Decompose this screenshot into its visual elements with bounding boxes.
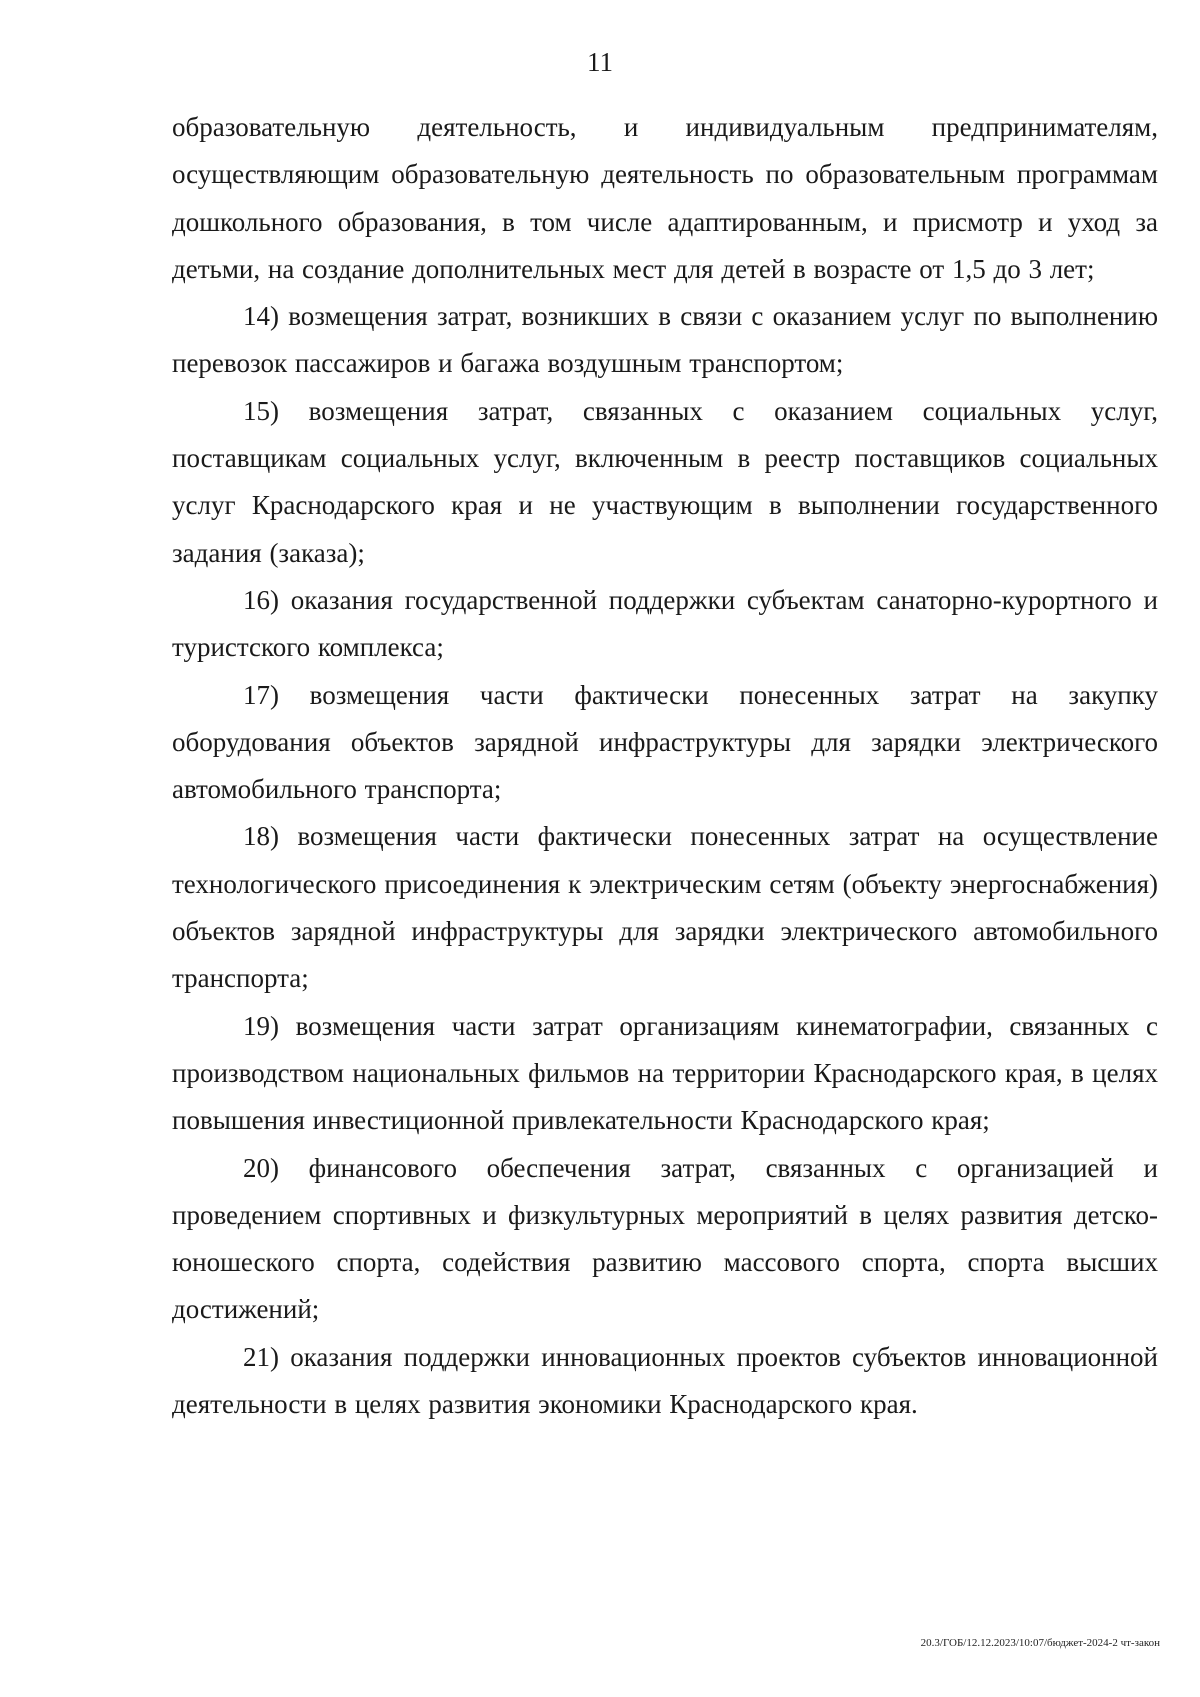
paragraph-continuation: образовательную деятельность, и индивидуальным предпринимателям, осуществляющим образовательную деятельность по образовательным программам дошкольного образования, в том числе адаптированным, и присмотр и уход за детьми, на создание дополнительных мест для детей в возрасте от 1,5 до 3 лет; xyxy=(172,112,1158,284)
page-number: 11 xyxy=(587,47,613,77)
paragraph-item-18: 18) возмещения части фактически понесенных затрат на осуществление технологического присоединения к электрическим сетям (объекту энергоснабжения) объектов зарядной инфраструктуры для зарядки электрического автомобильного транспорта; xyxy=(172,821,1158,994)
paragraph-item-20: 20) финансового обеспечения затрат, связанных с организацией и проведением спортивных и физкультурных мероприятий в целях развития детско-юношеского спорта, содействия развитию массового спорта, спорта высших достижений; xyxy=(172,1152,1158,1325)
paragraph-item-19: 19) возмещения части затрат организациям кинематографии, связанных с производством национальных фильмов на территории Краснодарского края, в целях повышения инвестиционной привлекательности Краснодарского края; xyxy=(172,1010,1158,1136)
document-body xyxy=(172,104,1158,1428)
paragraph-item-21: 21) оказания поддержки инновационных проектов субъектов инновационной деятельности в целях развития экономики Краснодарского края. xyxy=(172,1341,1158,1420)
paragraph-item-15: 15) возмещения затрат, связанных с оказанием социальных услуг, поставщикам социальных услуг, включенным в реестр поставщиков социальных услуг Краснодарского края и не участвующим в выполнении государственного задания (заказа); xyxy=(172,395,1158,568)
paragraph-item-14: 14) возмещения затрат, возникших в связи с оказанием услуг по выполнению перевозок пассажиров и багажа воздушным транспортом; xyxy=(172,301,1158,379)
paragraph-item-17: 17) возмещения части фактически понесенных затрат на закупку оборудования объектов зарядной инфраструктуры для зарядки электрического автомобильного транспорта; xyxy=(172,679,1158,805)
document-footer-code: 20.3/ГОБ/12.12.2023/10:07/бюджет-2024-2 чт-закон xyxy=(920,1637,1160,1649)
paragraph-item-16: 16) оказания государственной поддержки субъектам санаторно-курортного и туристского комплекса; xyxy=(172,584,1158,663)
